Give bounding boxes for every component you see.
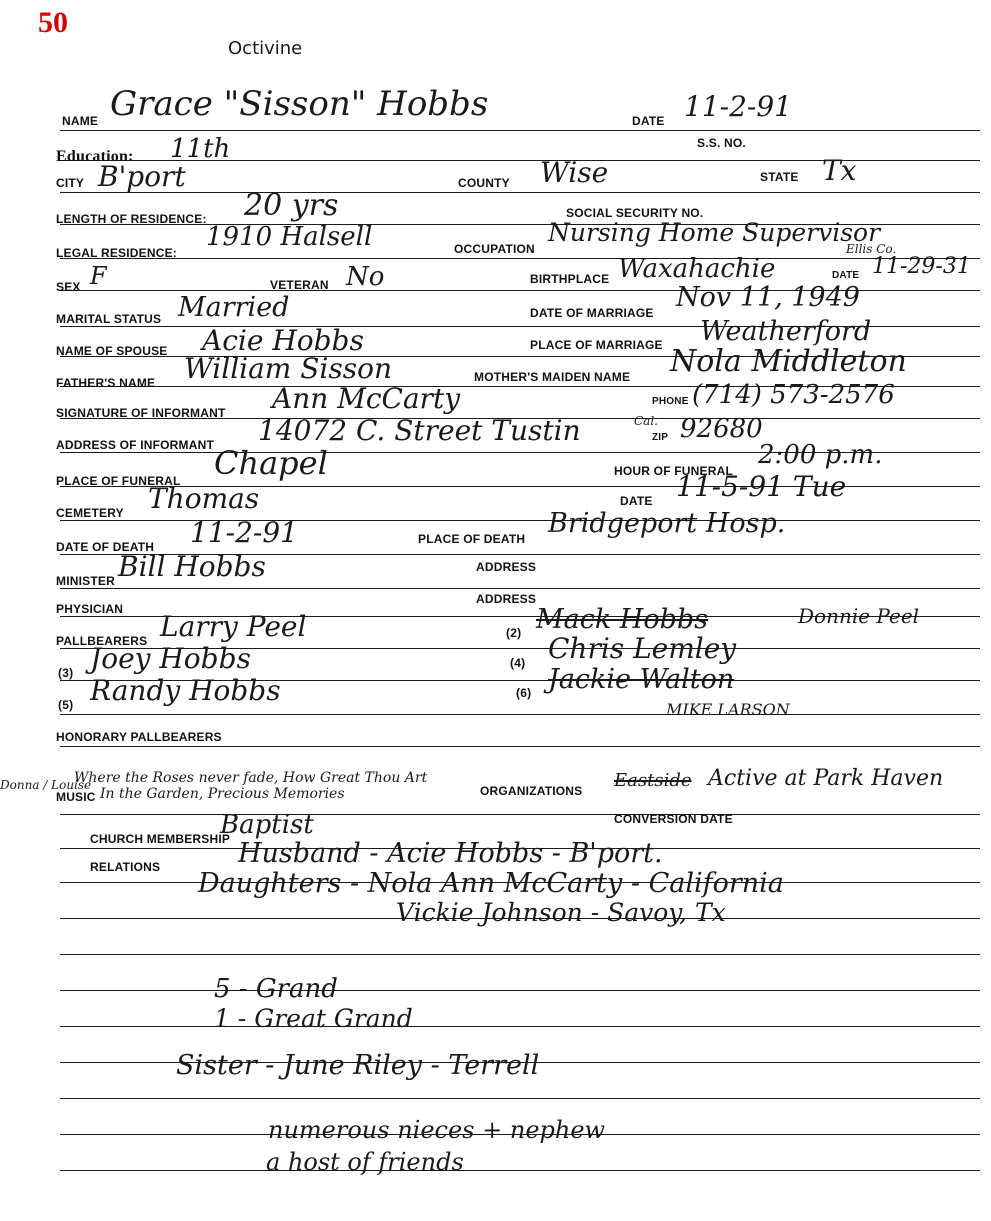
- legal-residence-value: 1910 Halsell: [206, 222, 373, 252]
- pallbearer-6-value: Jackie Walton: [548, 664, 735, 695]
- place-of-death-label: PLACE OF DEATH: [418, 532, 526, 546]
- signature-of-informant-value: Ann McCarty: [272, 382, 461, 415]
- city-value: B'port: [98, 160, 186, 193]
- relation-4: 5 - Grand: [214, 974, 338, 1004]
- name-value: Grace "Sisson" Hobbs: [110, 84, 489, 124]
- signature-of-informant-label: SIGNATURE OF INFORMANT: [56, 406, 226, 420]
- county-label: COUNTY: [458, 176, 510, 190]
- city-label: CITY: [56, 176, 85, 190]
- music-line-1: Where the Roses never fade, How Great Thou Art: [74, 770, 428, 786]
- relation-5: 1 - Great Grand: [214, 1004, 413, 1033]
- relations-label: RELATIONS: [90, 860, 161, 874]
- date-label: DATE: [632, 114, 665, 128]
- education-value: 11th: [170, 134, 231, 164]
- place-of-death-value: Bridgeport Hosp.: [548, 508, 786, 539]
- veteran-value: No: [346, 262, 385, 292]
- header-note: Octivine: [228, 38, 303, 59]
- name-label: NAME: [62, 114, 99, 128]
- funeral-date-value: 11-5-91 Tue: [676, 470, 847, 503]
- birth-date-value: 11-29-31: [872, 254, 971, 279]
- relations-line-5: [60, 1004, 980, 1027]
- mothers-maiden-name-label: MOTHER'S MAIDEN NAME: [474, 370, 631, 384]
- honorary-pallbearers-label: HONORARY PALLBEARERS: [56, 730, 222, 744]
- conversion-date-label: CONVERSION DATE: [614, 812, 733, 826]
- organizations-value: Active at Park Haven: [708, 766, 944, 791]
- phone-value: (714) 573-2576: [692, 380, 895, 410]
- relation-8: a host of friends: [266, 1148, 464, 1176]
- date-of-marriage-value: Nov 11, 1949: [676, 282, 860, 313]
- date-of-death-label: DATE OF DEATH: [56, 540, 155, 554]
- church-membership-value: Baptist: [220, 810, 314, 840]
- date-of-marriage-label: DATE OF MARRIAGE: [530, 306, 654, 320]
- marital-status-label: MARITAL STATUS: [56, 312, 162, 326]
- date-value: 11-2-91: [684, 90, 792, 123]
- name-of-spouse-label: NAME OF SPOUSE: [56, 344, 168, 358]
- zip-label: ZIP: [652, 432, 669, 443]
- pallbearer-3-value: Joey Hobbs: [90, 642, 251, 675]
- pallbearer-2-marker: (2): [506, 626, 522, 640]
- relation-6: Sister - June Riley - Terrell: [176, 1050, 540, 1081]
- relation-1: Husband - Acie Hobbs - B'port.: [238, 838, 663, 869]
- legal-residence-label: LEGAL RESIDENCE:: [56, 246, 177, 260]
- music-line-2: In the Garden, Precious Memories: [100, 786, 345, 802]
- occupation-value: Nursing Home Supervisor: [548, 218, 881, 247]
- state-value: Tx: [822, 154, 857, 187]
- birth-county-note: Ellis Co.: [846, 242, 897, 256]
- birthplace-label: BIRTHPLACE: [530, 272, 610, 286]
- hour-of-funeral-value: 2:00 p.m.: [758, 440, 883, 470]
- page-number: 50: [38, 6, 68, 39]
- church-membership-label: CHURCH MEMBERSHIP: [90, 832, 231, 846]
- pallbearer-1-value: Larry Peel: [160, 610, 307, 643]
- length-of-residence-value: 20 yrs: [244, 188, 339, 223]
- relations-line-9: [60, 1148, 980, 1171]
- date-of-death-value: 11-2-91: [190, 516, 298, 549]
- hour-of-funeral-label: HOUR OF FUNERAL: [614, 464, 733, 478]
- occupation-label: OCCUPATION: [454, 242, 535, 256]
- ssno-label: S.S. NO.: [697, 136, 746, 150]
- relation-2: Daughters - Nola Ann McCarty - California: [198, 868, 784, 899]
- pallbearer-2-value: Mack Hobbs: [536, 604, 709, 635]
- birth-date-label: DATE: [832, 270, 860, 281]
- phone-label: PHONE: [652, 396, 689, 407]
- state-label: STATE: [760, 170, 799, 184]
- cemetery-value: Thomas: [148, 482, 260, 515]
- birthplace-value: Waxahachie: [618, 254, 776, 284]
- pallbearer-4-value: Chris Lemley: [548, 632, 737, 665]
- pallbearer-5-marker: (5): [58, 698, 74, 712]
- pallbearer-3-marker: (3): [58, 666, 74, 680]
- physician-address-label: ADDRESS: [476, 592, 537, 606]
- length-of-residence-label: LENGTH OF RESIDENCE:: [56, 212, 207, 226]
- fathers-name-value: William Sisson: [184, 352, 393, 385]
- relations-line-3: [60, 932, 980, 955]
- education-label: Education:: [56, 148, 134, 165]
- minister-label: MINISTER: [56, 574, 115, 588]
- marital-status-value: Married: [178, 292, 290, 323]
- place-of-funeral-value: Chapel: [214, 444, 328, 482]
- zip-value: 92680: [680, 414, 763, 444]
- mothers-maiden-name-value: Nola Middleton: [670, 344, 907, 379]
- pallbearer-2-note: Donnie Peel: [798, 604, 920, 628]
- pallbearer-6-marker: (6): [516, 686, 532, 700]
- pallbearers-label: PALLBEARERS: [56, 634, 148, 648]
- fathers-name-label: FATHER'S NAME: [56, 376, 156, 390]
- pallbearer-4-marker: (4): [510, 656, 526, 670]
- organizations-struck: Eastside: [614, 770, 692, 791]
- social-security-label: SOCIAL SECURITY NO.: [566, 206, 704, 220]
- sex-label: SEX: [56, 280, 81, 294]
- relations-line-4: [60, 968, 980, 991]
- pallbearer-5-value: Randy Hobbs: [90, 674, 281, 707]
- place-of-marriage-value: Weatherford: [700, 316, 872, 347]
- minister-value: Bill Hobbs: [118, 550, 266, 583]
- minister-address-label: ADDRESS: [476, 560, 537, 574]
- music-label: MUSIC: [56, 790, 96, 804]
- cemetery-label: CEMETERY: [56, 506, 124, 520]
- address-of-informant-label: ADDRESS OF INFORMANT: [56, 438, 214, 452]
- physician-label: PHYSICIAN: [56, 602, 124, 616]
- county-value: Wise: [540, 156, 609, 189]
- address-of-informant-value: 14072 C. Street Tustin: [258, 414, 581, 447]
- organizations-label: ORGANIZATIONS: [480, 784, 583, 798]
- informant-state-note: Cal.: [634, 414, 658, 428]
- relation-7: numerous nieces + nephew: [268, 1116, 606, 1144]
- name-of-spouse-value: Acie Hobbs: [202, 324, 364, 357]
- place-of-marriage-label: PLACE OF MARRIAGE: [530, 338, 663, 352]
- funeral-date-label: DATE: [620, 494, 653, 508]
- relation-3: Vickie Johnson - Savoy, Tx: [396, 898, 726, 927]
- veteran-label: VETERAN: [270, 278, 329, 292]
- pallbearer-6-note: MIKE LARSON: [666, 700, 790, 719]
- place-of-funeral-label: PLACE OF FUNERAL: [56, 474, 181, 488]
- music-names: Donna / Louise: [0, 778, 92, 792]
- sex-value: F: [90, 262, 107, 290]
